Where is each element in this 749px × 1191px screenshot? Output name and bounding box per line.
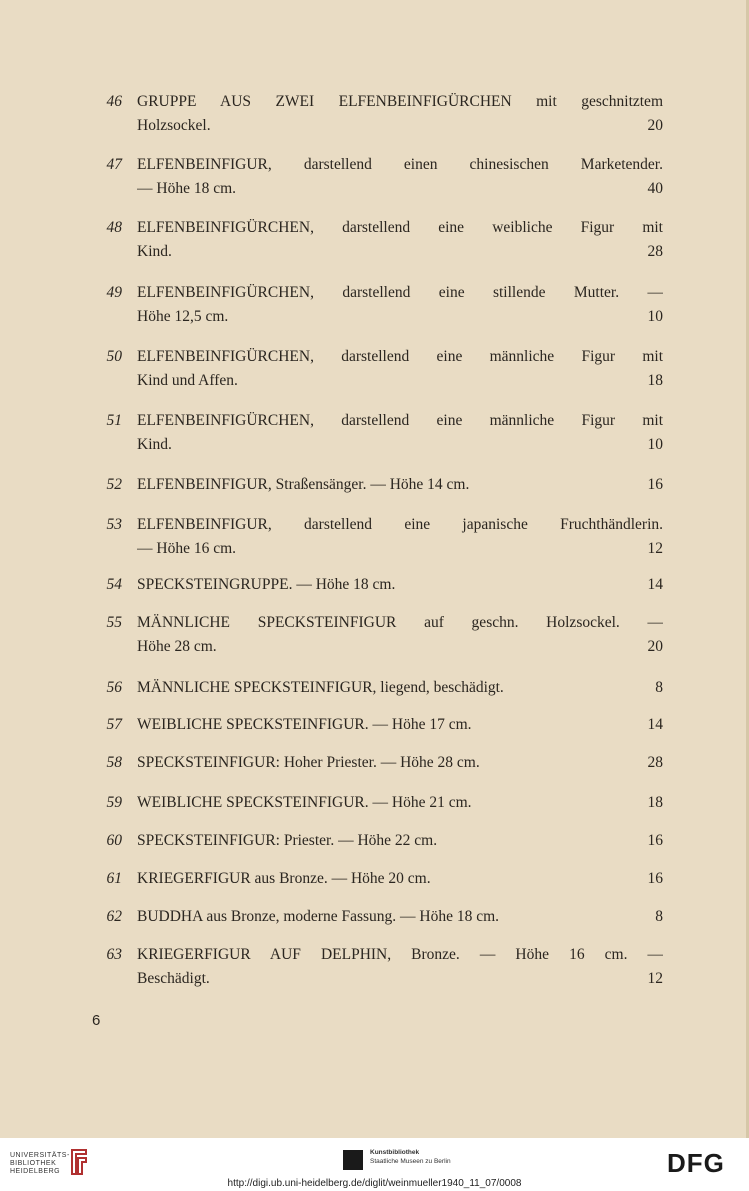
lot-description-line (137, 867, 663, 891)
lot-description (137, 90, 663, 138)
lot-price: 14 (647, 716, 663, 733)
lot-number: 48 (106, 219, 122, 236)
lot-description-text: — Höhe 16 cm. (137, 540, 237, 557)
lot-price: 28 (647, 754, 663, 771)
lot-description-text: ELFENBEINFIGUR, Straßensänger. — Höhe 14 cm. (137, 476, 470, 493)
uni-logo-line-2: BIBLIOTHEK (10, 1160, 57, 1167)
lot-number: 51 (106, 412, 122, 429)
lot-description (137, 473, 663, 497)
lot-number: 46 (106, 93, 122, 110)
lot-description-text: BUDDHA aus Bronze, moderne Fassung. — Höhe 18 cm. (137, 908, 500, 925)
lot-number: 58 (106, 754, 122, 771)
lot-description-line (137, 713, 663, 737)
lot-description-line: GRUPPE AUS ZWEI ELFENBEINFIGÜRCHEN mit geschnitztem (137, 93, 663, 110)
lot-description (137, 829, 663, 853)
kunstbibliothek-emblem-icon (343, 1150, 363, 1170)
lot-description-line: ELFENBEINFIGUR, darstellend eine japanische Fruchthändlerin. (137, 516, 663, 533)
lot-description-text: — Höhe 18 cm. (137, 180, 237, 197)
lot-description-line: MÄNNLICHE SPECKSTEINFIGUR auf geschn. Holzsockel. — (137, 614, 663, 631)
lot-price: 18 (647, 372, 663, 389)
lot-description-line (137, 573, 663, 597)
lot-description-line (137, 967, 663, 991)
lot-description-line (137, 305, 663, 329)
lot-description (137, 345, 663, 393)
lot-number: 60 (106, 832, 122, 849)
lot-description-line (137, 751, 663, 775)
lot-price: 16 (647, 870, 663, 887)
lot-description-text: MÄNNLICHE SPECKSTEINFIGUR, liegend, beschädigt. (137, 679, 504, 696)
kunstbibliothek-title: Kunstbibliothek (370, 1149, 420, 1156)
lot-description-text: Beschädigt. (137, 970, 210, 987)
lot-description-line (137, 829, 663, 853)
lot-number: 52 (106, 476, 122, 493)
lot-price: 8 (655, 908, 663, 925)
lot-description-line (137, 433, 663, 457)
lot-description (137, 409, 663, 457)
lot-description-line (137, 369, 663, 393)
lot-description-text: WEIBLICHE SPECKSTEINFIGUR. — Höhe 21 cm. (137, 794, 472, 811)
lot-description-text: SPECKSTEINGRUPPE. — Höhe 18 cm. (137, 576, 396, 593)
lot-description-text: KRIEGERFIGUR aus Bronze. — Höhe 20 cm. (137, 870, 431, 887)
lot-description (137, 905, 663, 929)
lot-description-line (137, 473, 663, 497)
lot-number: 62 (106, 908, 122, 925)
lot-number: 63 (106, 946, 122, 963)
lot-price: 20 (647, 638, 663, 655)
lot-description (137, 153, 663, 201)
lot-description-text: Kind und Affen. (137, 372, 238, 389)
lot-price: 14 (647, 576, 663, 593)
lot-description-line (137, 114, 663, 138)
lot-description-text: SPECKSTEINFIGUR: Priester. — Höhe 22 cm. (137, 832, 438, 849)
lot-number: 57 (106, 716, 122, 733)
lot-description (137, 611, 663, 659)
lot-description-text: Kind. (137, 436, 172, 453)
lot-number: 59 (106, 794, 122, 811)
lot-price: 10 (647, 436, 663, 453)
lot-description (137, 216, 663, 264)
lot-description-line: KRIEGERFIGUR AUF DELPHIN, Bronze. — Höhe 16 cm. — (137, 946, 663, 963)
lot-description-line (137, 791, 663, 815)
lot-price: 16 (647, 476, 663, 493)
university-library-logo[interactable] (10, 1152, 70, 1176)
lot-description-line (137, 177, 663, 201)
lot-description-line: ELFENBEINFIGUR, darstellend einen chinesischen Marketender. (137, 156, 663, 173)
lot-price: 8 (655, 679, 663, 696)
lot-number: 56 (106, 679, 122, 696)
university-emblem-icon (68, 1146, 90, 1178)
lot-description-line (137, 635, 663, 659)
lot-price: 16 (647, 832, 663, 849)
lot-description-text: Kind. (137, 243, 172, 260)
lot-price: 18 (647, 794, 663, 811)
kunstbibliothek-subtitle: Staatliche Museen zu Berlin (370, 1158, 451, 1165)
lot-description (137, 867, 663, 891)
lot-price: 28 (647, 243, 663, 260)
lot-description (137, 676, 663, 700)
uni-logo-line-1: UNIVERSITÄTS- (10, 1152, 70, 1159)
viewer-footer (0, 1138, 749, 1191)
lot-description-text: WEIBLICHE SPECKSTEINFIGUR. — Höhe 17 cm. (137, 716, 472, 733)
lot-description-text: SPECKSTEINFIGUR: Hoher Priester. — Höhe 28 cm. (137, 754, 480, 771)
lot-number: 61 (106, 870, 122, 887)
lot-description-line: ELFENBEINFIGÜRCHEN, darstellend eine weibliche Figur mit (137, 219, 663, 236)
lot-description-line (137, 905, 663, 929)
lot-price: 20 (647, 117, 663, 134)
lot-description (137, 713, 663, 737)
lot-description-line: ELFENBEINFIGÜRCHEN, darstellend eine männliche Figur mit (137, 412, 663, 429)
lot-number: 53 (106, 516, 122, 533)
lot-number: 49 (106, 284, 122, 301)
lot-number: 54 (106, 576, 122, 593)
lot-description (137, 513, 663, 561)
lot-price: 12 (647, 540, 663, 557)
lot-description-text: Höhe 28 cm. (137, 638, 217, 655)
lot-description (137, 943, 663, 991)
lot-description (137, 281, 663, 329)
lot-price: 10 (647, 308, 663, 325)
lot-number: 55 (106, 614, 122, 631)
lot-description (137, 751, 663, 775)
lot-description-text: Holzsockel. (137, 117, 211, 134)
kunstbibliothek-logo[interactable] (370, 1148, 451, 1166)
lot-price: 40 (647, 180, 663, 197)
lot-description-line (137, 676, 663, 700)
lot-price: 12 (647, 970, 663, 987)
lot-number: 47 (106, 156, 122, 173)
lot-description-line: ELFENBEINFIGÜRCHEN, darstellend eine männliche Figur mit (137, 348, 663, 365)
permalink-url[interactable]: http://digi.ub.uni-heidelberg.de/diglit/weinmueller1940_11_07/0008 (227, 1178, 522, 1189)
lot-description-line (137, 537, 663, 561)
lot-description-line: ELFENBEINFIGÜRCHEN, darstellend eine stillende Mutter. — (137, 284, 663, 301)
uni-logo-line-3: HEIDELBERG (10, 1168, 61, 1175)
lot-number: 50 (106, 348, 122, 365)
lot-description (137, 791, 663, 815)
dfg-logo[interactable]: DFG (667, 1148, 725, 1178)
lot-description (137, 573, 663, 597)
lot-description-text: Höhe 12,5 cm. (137, 308, 229, 325)
page-number: 6 (92, 1012, 101, 1029)
lot-description-line (137, 240, 663, 264)
